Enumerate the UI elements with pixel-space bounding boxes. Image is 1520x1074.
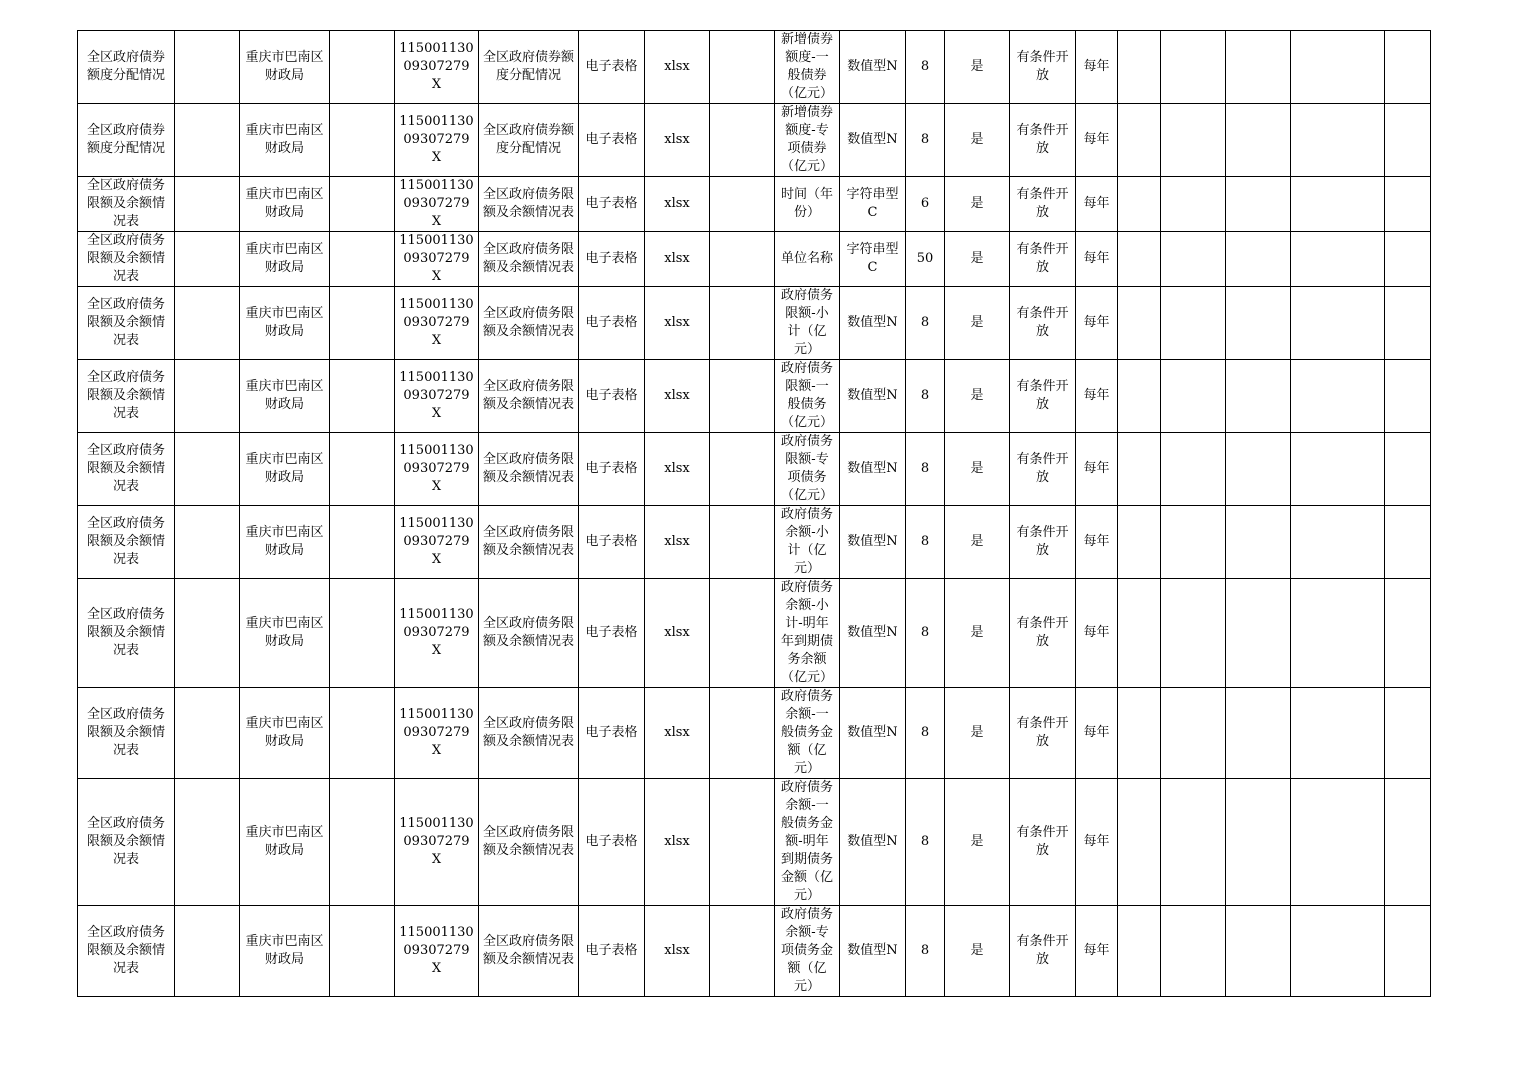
cell-empty xyxy=(1161,433,1226,506)
cell-required-flag: 是 xyxy=(945,360,1010,433)
cell-update-cycle: 每年 xyxy=(1076,779,1118,906)
cell-required-flag: 是 xyxy=(945,779,1010,906)
cell-resource-name: 全区政府债务限额及余额情况表 xyxy=(78,779,175,906)
cell-provider: 重庆市巴南区财政局 xyxy=(240,360,330,433)
cell-field-name: 政府债务余额-小计-明年年到期债务余额（亿元） xyxy=(775,579,840,688)
cell-file-format: xlsx xyxy=(645,104,710,177)
cell-open-condition: 有条件开放 xyxy=(1010,688,1076,779)
table-row xyxy=(78,579,1431,688)
cell-col-9 xyxy=(710,104,775,177)
cell-info-item: 全区政府债务限额及余额情况表 xyxy=(479,287,579,360)
cell-empty xyxy=(1291,31,1385,104)
cell-col-9 xyxy=(710,779,775,906)
cell-provider: 重庆市巴南区财政局 xyxy=(240,287,330,360)
cell-provider: 重庆市巴南区财政局 xyxy=(240,31,330,104)
cell-open-condition: 有条件开放 xyxy=(1010,906,1076,997)
cell-provider-code: 11500113009307279X xyxy=(395,232,479,287)
cell-info-item: 全区政府债务限额及余额情况表 xyxy=(479,906,579,997)
cell-update-cycle: 每年 xyxy=(1076,433,1118,506)
cell-field-name: 单位名称 xyxy=(775,232,840,287)
cell-col-9 xyxy=(710,177,775,232)
cell-col-4 xyxy=(330,906,395,997)
cell-empty xyxy=(1118,177,1161,232)
cell-col-4 xyxy=(330,433,395,506)
cell-resource-name: 全区政府债务限额及余额情况表 xyxy=(78,906,175,997)
cell-format-type: 电子表格 xyxy=(579,688,645,779)
cell-data-type: 数值型N xyxy=(840,287,906,360)
cell-empty xyxy=(1226,104,1291,177)
cell-empty xyxy=(1385,287,1431,360)
cell-col-2 xyxy=(175,232,240,287)
cell-field-name: 时间（年份） xyxy=(775,177,840,232)
cell-empty xyxy=(1118,506,1161,579)
cell-empty xyxy=(1161,506,1226,579)
table-row xyxy=(78,360,1431,433)
cell-update-cycle: 每年 xyxy=(1076,177,1118,232)
cell-file-format: xlsx xyxy=(645,906,710,997)
cell-file-format: xlsx xyxy=(645,688,710,779)
cell-format-type: 电子表格 xyxy=(579,104,645,177)
cell-data-length: 8 xyxy=(906,779,945,906)
cell-resource-name: 全区政府债务限额及余额情况表 xyxy=(78,287,175,360)
cell-format-type: 电子表格 xyxy=(579,433,645,506)
cell-col-2 xyxy=(175,688,240,779)
cell-info-item: 全区政府债务限额及余额情况表 xyxy=(479,506,579,579)
cell-empty xyxy=(1118,360,1161,433)
cell-data-type: 数值型N xyxy=(840,688,906,779)
cell-empty xyxy=(1226,506,1291,579)
cell-field-name: 政府债务余额-一般债务金额-明年到期债务金额（亿元） xyxy=(775,779,840,906)
cell-empty xyxy=(1291,360,1385,433)
cell-col-9 xyxy=(710,287,775,360)
cell-resource-name: 全区政府债务限额及余额情况表 xyxy=(78,360,175,433)
cell-data-type: 数值型N xyxy=(840,579,906,688)
cell-open-condition: 有条件开放 xyxy=(1010,579,1076,688)
table-row xyxy=(78,688,1431,779)
cell-col-4 xyxy=(330,287,395,360)
cell-empty xyxy=(1118,31,1161,104)
cell-field-name: 政府债务余额-小计（亿元） xyxy=(775,506,840,579)
table-row xyxy=(78,906,1431,997)
cell-col-4 xyxy=(330,579,395,688)
cell-col-9 xyxy=(710,688,775,779)
cell-empty xyxy=(1118,906,1161,997)
cell-file-format: xlsx xyxy=(645,232,710,287)
cell-provider: 重庆市巴南区财政局 xyxy=(240,579,330,688)
cell-empty xyxy=(1226,688,1291,779)
cell-empty xyxy=(1385,906,1431,997)
cell-empty xyxy=(1161,360,1226,433)
cell-update-cycle: 每年 xyxy=(1076,506,1118,579)
table-row xyxy=(78,177,1431,232)
cell-provider-code: 11500113009307279X xyxy=(395,177,479,232)
cell-file-format: xlsx xyxy=(645,287,710,360)
cell-field-name: 政府债务余额-一般债务金额（亿元） xyxy=(775,688,840,779)
cell-data-length: 8 xyxy=(906,579,945,688)
cell-format-type: 电子表格 xyxy=(579,906,645,997)
cell-empty xyxy=(1226,232,1291,287)
cell-empty xyxy=(1161,104,1226,177)
cell-resource-name: 全区政府债务限额及余额情况表 xyxy=(78,177,175,232)
cell-resource-name: 全区政府债务限额及余额情况表 xyxy=(78,579,175,688)
cell-provider-code: 11500113009307279X xyxy=(395,506,479,579)
cell-col-2 xyxy=(175,506,240,579)
cell-provider-code: 11500113009307279X xyxy=(395,287,479,360)
cell-col-4 xyxy=(330,177,395,232)
cell-empty xyxy=(1118,433,1161,506)
cell-resource-name: 全区政府债券额度分配情况 xyxy=(78,104,175,177)
cell-empty xyxy=(1291,688,1385,779)
cell-col-2 xyxy=(175,31,240,104)
cell-col-2 xyxy=(175,779,240,906)
cell-provider: 重庆市巴南区财政局 xyxy=(240,779,330,906)
table-row xyxy=(78,31,1431,104)
cell-empty xyxy=(1385,433,1431,506)
cell-file-format: xlsx xyxy=(645,506,710,579)
cell-file-format: xlsx xyxy=(645,579,710,688)
cell-info-item: 全区政府债务限额及余额情况表 xyxy=(479,360,579,433)
cell-empty xyxy=(1385,688,1431,779)
cell-format-type: 电子表格 xyxy=(579,232,645,287)
cell-format-type: 电子表格 xyxy=(579,360,645,433)
cell-file-format: xlsx xyxy=(645,779,710,906)
cell-field-name: 政府债务限额-小计（亿元） xyxy=(775,287,840,360)
cell-required-flag: 是 xyxy=(945,287,1010,360)
cell-required-flag: 是 xyxy=(945,506,1010,579)
cell-empty xyxy=(1385,104,1431,177)
cell-resource-name: 全区政府债务限额及余额情况表 xyxy=(78,506,175,579)
cell-data-type: 数值型N xyxy=(840,779,906,906)
cell-col-2 xyxy=(175,287,240,360)
cell-empty xyxy=(1385,579,1431,688)
cell-file-format: xlsx xyxy=(645,433,710,506)
cell-empty xyxy=(1291,433,1385,506)
cell-info-item: 全区政府债务限额及余额情况表 xyxy=(479,177,579,232)
cell-file-format: xlsx xyxy=(645,360,710,433)
cell-empty xyxy=(1291,906,1385,997)
cell-info-item: 全区政府债务限额及余额情况表 xyxy=(479,688,579,779)
cell-empty xyxy=(1161,688,1226,779)
cell-col-2 xyxy=(175,177,240,232)
cell-required-flag: 是 xyxy=(945,31,1010,104)
cell-empty xyxy=(1226,31,1291,104)
cell-col-4 xyxy=(330,688,395,779)
cell-open-condition: 有条件开放 xyxy=(1010,433,1076,506)
cell-empty xyxy=(1385,177,1431,232)
cell-data-type: 数值型N xyxy=(840,906,906,997)
cell-field-name: 政府债务限额-专项债务（亿元） xyxy=(775,433,840,506)
cell-open-condition: 有条件开放 xyxy=(1010,31,1076,104)
table-body xyxy=(78,31,1431,997)
cell-provider-code: 11500113009307279X xyxy=(395,906,479,997)
cell-col-9 xyxy=(710,360,775,433)
cell-data-type: 数值型N xyxy=(840,360,906,433)
cell-field-name: 政府债务余额-专项债务金额（亿元） xyxy=(775,906,840,997)
cell-data-type: 数值型N xyxy=(840,433,906,506)
cell-col-9 xyxy=(710,31,775,104)
cell-empty xyxy=(1161,579,1226,688)
cell-format-type: 电子表格 xyxy=(579,779,645,906)
cell-data-type: 字符串型C xyxy=(840,232,906,287)
cell-data-length: 8 xyxy=(906,506,945,579)
cell-file-format: xlsx xyxy=(645,31,710,104)
cell-update-cycle: 每年 xyxy=(1076,579,1118,688)
cell-empty xyxy=(1161,779,1226,906)
cell-required-flag: 是 xyxy=(945,688,1010,779)
cell-empty xyxy=(1385,779,1431,906)
cell-update-cycle: 每年 xyxy=(1076,287,1118,360)
table-row xyxy=(78,506,1431,579)
cell-empty xyxy=(1226,360,1291,433)
cell-resource-name: 全区政府债务限额及余额情况表 xyxy=(78,232,175,287)
cell-update-cycle: 每年 xyxy=(1076,906,1118,997)
table-row xyxy=(78,104,1431,177)
cell-empty xyxy=(1226,177,1291,232)
cell-col-2 xyxy=(175,579,240,688)
cell-data-length: 8 xyxy=(906,688,945,779)
cell-resource-name: 全区政府债务限额及余额情况表 xyxy=(78,688,175,779)
cell-data-length: 8 xyxy=(906,287,945,360)
cell-open-condition: 有条件开放 xyxy=(1010,232,1076,287)
cell-provider-code: 11500113009307279X xyxy=(395,779,479,906)
cell-col-2 xyxy=(175,104,240,177)
cell-info-item: 全区政府债务限额及余额情况表 xyxy=(479,579,579,688)
cell-empty xyxy=(1226,579,1291,688)
cell-provider-code: 11500113009307279X xyxy=(395,104,479,177)
cell-open-condition: 有条件开放 xyxy=(1010,779,1076,906)
cell-col-9 xyxy=(710,579,775,688)
cell-data-type: 数值型N xyxy=(840,31,906,104)
cell-col-9 xyxy=(710,232,775,287)
cell-col-4 xyxy=(330,104,395,177)
cell-data-type: 数值型N xyxy=(840,506,906,579)
cell-empty xyxy=(1118,287,1161,360)
cell-open-condition: 有条件开放 xyxy=(1010,287,1076,360)
cell-provider: 重庆市巴南区财政局 xyxy=(240,177,330,232)
cell-format-type: 电子表格 xyxy=(579,506,645,579)
table-row xyxy=(78,287,1431,360)
cell-data-length: 50 xyxy=(906,232,945,287)
cell-empty xyxy=(1161,177,1226,232)
cell-empty xyxy=(1226,433,1291,506)
cell-provider: 重庆市巴南区财政局 xyxy=(240,688,330,779)
cell-field-name: 新增债券额度-一般债券（亿元） xyxy=(775,31,840,104)
cell-empty xyxy=(1291,177,1385,232)
cell-empty xyxy=(1161,31,1226,104)
cell-provider: 重庆市巴南区财政局 xyxy=(240,433,330,506)
table-row xyxy=(78,433,1431,506)
cell-data-length: 8 xyxy=(906,360,945,433)
cell-empty xyxy=(1291,287,1385,360)
table-row xyxy=(78,232,1431,287)
cell-open-condition: 有条件开放 xyxy=(1010,506,1076,579)
cell-empty xyxy=(1385,360,1431,433)
cell-col-4 xyxy=(330,360,395,433)
cell-format-type: 电子表格 xyxy=(579,287,645,360)
cell-provider: 重庆市巴南区财政局 xyxy=(240,104,330,177)
cell-data-type: 字符串型C xyxy=(840,177,906,232)
cell-empty xyxy=(1291,506,1385,579)
cell-col-2 xyxy=(175,360,240,433)
cell-resource-name: 全区政府债务限额及余额情况表 xyxy=(78,433,175,506)
cell-col-9 xyxy=(710,506,775,579)
cell-provider-code: 11500113009307279X xyxy=(395,433,479,506)
cell-field-name: 政府债务限额-一般债务（亿元） xyxy=(775,360,840,433)
cell-col-4 xyxy=(330,506,395,579)
cell-provider-code: 11500113009307279X xyxy=(395,31,479,104)
cell-empty xyxy=(1226,779,1291,906)
cell-data-length: 8 xyxy=(906,31,945,104)
cell-empty xyxy=(1118,688,1161,779)
data-catalog-table xyxy=(77,30,1431,997)
cell-format-type: 电子表格 xyxy=(579,31,645,104)
table-row xyxy=(78,779,1431,906)
cell-info-item: 全区政府债务限额及余额情况表 xyxy=(479,433,579,506)
cell-open-condition: 有条件开放 xyxy=(1010,177,1076,232)
cell-data-length: 8 xyxy=(906,906,945,997)
cell-col-9 xyxy=(710,433,775,506)
cell-info-item: 全区政府债券额度分配情况 xyxy=(479,104,579,177)
cell-provider-code: 11500113009307279X xyxy=(395,579,479,688)
cell-col-4 xyxy=(330,232,395,287)
cell-empty xyxy=(1118,579,1161,688)
cell-resource-name: 全区政府债券额度分配情况 xyxy=(78,31,175,104)
cell-required-flag: 是 xyxy=(945,433,1010,506)
cell-required-flag: 是 xyxy=(945,906,1010,997)
cell-col-4 xyxy=(330,779,395,906)
cell-empty xyxy=(1385,232,1431,287)
cell-empty xyxy=(1161,906,1226,997)
cell-col-9 xyxy=(710,906,775,997)
cell-info-item: 全区政府债务限额及余额情况表 xyxy=(479,232,579,287)
cell-required-flag: 是 xyxy=(945,579,1010,688)
cell-empty xyxy=(1226,906,1291,997)
cell-info-item: 全区政府债务限额及余额情况表 xyxy=(479,779,579,906)
cell-empty xyxy=(1291,232,1385,287)
cell-required-flag: 是 xyxy=(945,104,1010,177)
cell-required-flag: 是 xyxy=(945,232,1010,287)
cell-empty xyxy=(1385,506,1431,579)
cell-col-2 xyxy=(175,433,240,506)
cell-data-length: 8 xyxy=(906,104,945,177)
cell-data-length: 8 xyxy=(906,433,945,506)
cell-empty xyxy=(1118,104,1161,177)
cell-info-item: 全区政府债券额度分配情况 xyxy=(479,31,579,104)
cell-empty xyxy=(1118,232,1161,287)
cell-empty xyxy=(1118,779,1161,906)
cell-update-cycle: 每年 xyxy=(1076,104,1118,177)
cell-data-type: 数值型N xyxy=(840,104,906,177)
cell-data-length: 6 xyxy=(906,177,945,232)
cell-provider-code: 11500113009307279X xyxy=(395,360,479,433)
cell-format-type: 电子表格 xyxy=(579,177,645,232)
cell-provider: 重庆市巴南区财政局 xyxy=(240,906,330,997)
cell-format-type: 电子表格 xyxy=(579,579,645,688)
cell-update-cycle: 每年 xyxy=(1076,360,1118,433)
cell-col-2 xyxy=(175,906,240,997)
cell-required-flag: 是 xyxy=(945,177,1010,232)
cell-col-4 xyxy=(330,31,395,104)
cell-file-format: xlsx xyxy=(645,177,710,232)
cell-update-cycle: 每年 xyxy=(1076,232,1118,287)
cell-provider: 重庆市巴南区财政局 xyxy=(240,232,330,287)
cell-empty xyxy=(1291,579,1385,688)
cell-update-cycle: 每年 xyxy=(1076,31,1118,104)
cell-field-name: 新增债券额度-专项债券（亿元） xyxy=(775,104,840,177)
cell-open-condition: 有条件开放 xyxy=(1010,104,1076,177)
cell-empty xyxy=(1291,104,1385,177)
cell-provider: 重庆市巴南区财政局 xyxy=(240,506,330,579)
cell-empty xyxy=(1385,31,1431,104)
cell-empty xyxy=(1161,287,1226,360)
cell-open-condition: 有条件开放 xyxy=(1010,360,1076,433)
cell-empty xyxy=(1291,779,1385,906)
cell-empty xyxy=(1161,232,1226,287)
cell-empty xyxy=(1226,287,1291,360)
cell-provider-code: 11500113009307279X xyxy=(395,688,479,779)
cell-update-cycle: 每年 xyxy=(1076,688,1118,779)
